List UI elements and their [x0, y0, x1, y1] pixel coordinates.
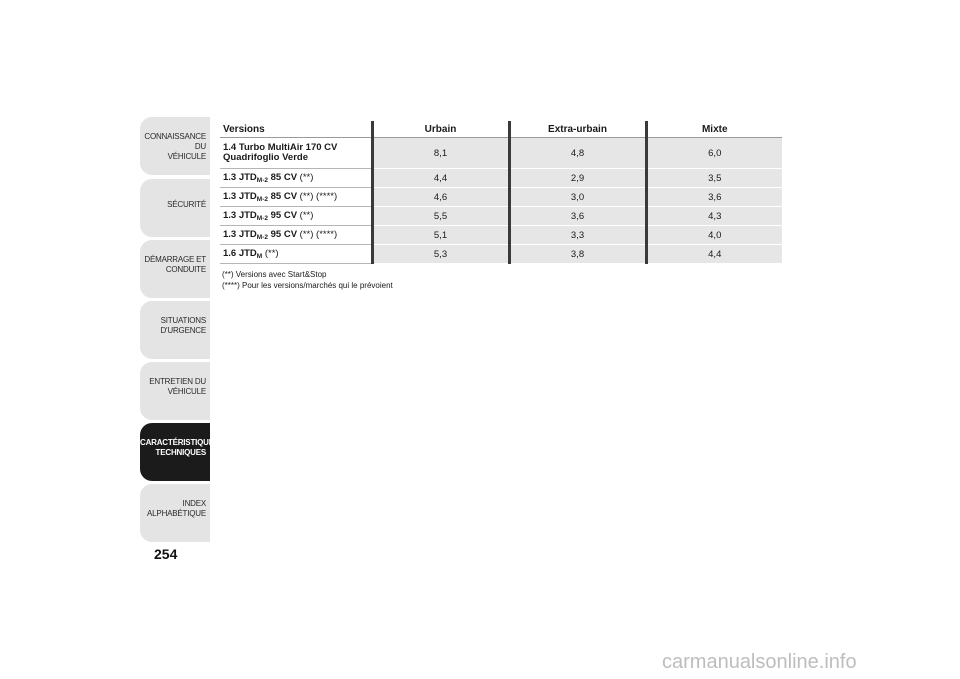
mixte-cell: 6,0 [646, 138, 782, 169]
header-versions: Versions [220, 121, 372, 138]
table-row [220, 226, 782, 245]
urbain-cell: 4,6 [372, 188, 509, 207]
footnote-start-stop: (**) Versions avec Start&Stop [222, 270, 327, 279]
extra-urbain-cell: 2,9 [509, 169, 646, 188]
mixte-cell: 3,5 [646, 169, 782, 188]
extra-urbain-cell: 3,3 [509, 226, 646, 245]
footnote-versions-marches: (****) Pour les versions/marchés qui le prévoient [222, 281, 393, 290]
table-row [220, 169, 782, 188]
version-cell: 1.3 $JTD_{M-2}$ 95 CV (**) (****) [220, 226, 372, 245]
urbain-cell: 5,1 [372, 226, 509, 245]
watermark: carmanualsonline.info [662, 651, 857, 673]
version-cell: 1.4 Turbo MultiAir 170 CV Quadrifoglio Verde [220, 138, 372, 169]
consumption-table [220, 121, 782, 264]
version-cell: 1.3 $JTD_{M-2}$ 85 CV (**) (****) [220, 188, 372, 207]
version-cell: 1.3 $JTD_{M-2}$ 95 CV (**) [220, 207, 372, 226]
header-urbain: Urbain [372, 121, 509, 138]
footnotes [222, 269, 393, 291]
tab-securite[interactable]: SÉCURITÉ [140, 179, 210, 237]
version-cell: 1.6 $JTD_M$ (**) [220, 245, 372, 264]
extra-urbain-cell: 3,8 [509, 245, 646, 264]
page-number: 254 [154, 546, 178, 562]
extra-urbain-cell: 3,6 [509, 207, 646, 226]
mixte-cell: 4,4 [646, 245, 782, 264]
table-row [220, 188, 782, 207]
table-row [220, 138, 782, 169]
extra-urbain-cell: 4,8 [509, 138, 646, 169]
tab-situations-d-urgence[interactable]: SITUATIONS D'URGENCE [140, 301, 210, 359]
version-cell: 1.3 $JTD_{M-2}$ 85 CV (**) [220, 169, 372, 188]
tab-index-alphabetique[interactable]: INDEX ALPHABÉTIQUE [140, 484, 210, 542]
urbain-cell: 8,1 [372, 138, 509, 169]
urbain-cell: 5,5 [372, 207, 509, 226]
extra-urbain-cell: 3,0 [509, 188, 646, 207]
urbain-cell: 4,4 [372, 169, 509, 188]
header-mixte: Mixte [646, 121, 782, 138]
tab-caracteristiques-techniques[interactable]: CARACTÉRISTIQUES TECHNIQUES [140, 423, 210, 481]
urbain-cell: 5,3 [372, 245, 509, 264]
table-header-row [220, 121, 782, 138]
mixte-cell: 4,3 [646, 207, 782, 226]
mixte-cell: 4,0 [646, 226, 782, 245]
mixte-cell: 3,6 [646, 188, 782, 207]
header-extra-urbain: Extra-urbain [509, 121, 646, 138]
tab-entretien-du-vehicule[interactable]: ENTRETIEN DU VÉHICULE [140, 362, 210, 420]
tab-demarrage-et-conduite[interactable]: DÉMARRAGE ET CONDUITE [140, 240, 210, 298]
table-row [220, 245, 782, 264]
tab-connaissance-du-vehicule[interactable]: CONNAISSANCE DU VÉHICULE [140, 117, 210, 175]
table-row [220, 207, 782, 226]
